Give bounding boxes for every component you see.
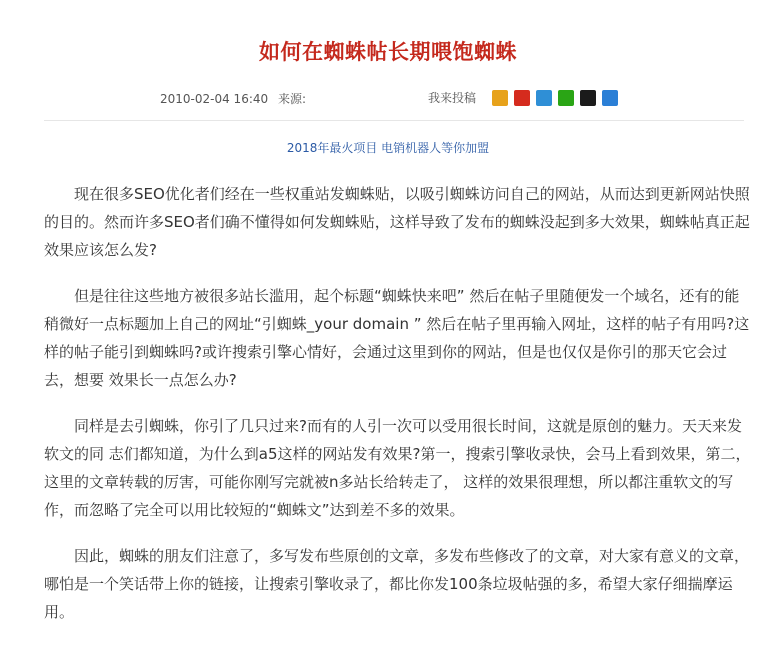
article-meta	[160, 90, 312, 107]
wechat-icon[interactable]	[558, 90, 574, 106]
qzone-icon[interactable]	[492, 90, 508, 106]
share-icons	[486, 90, 618, 106]
source-label: 来源:	[277, 92, 307, 106]
publish-date: 2010-02-04 16:40	[160, 92, 269, 106]
weibo-icon[interactable]	[514, 90, 530, 106]
qq-icon[interactable]	[580, 90, 596, 106]
more-share-icon[interactable]	[602, 90, 618, 106]
paragraph: 同样是去引蜘蛛，你引了几只过来?而有的人引一次可以受用很长时间，这就是原创的魅力。天天来发软文的同 志们都知道，为什么到a5这样的网站发有效果?第一，搜索引擎收录快，会马上看到效果，第二，这里的文章转载的厉害，可能你刚写完就被n多站长给转走了， 这样的效果很理想，所以都注重软文的写作，而忽略了完全可以用比较短的“蜘蛛文”达到差不多的效果。	[44, 417, 751, 519]
paragraph: 现在很多SEO优化者们经在一些权重站发蜘蛛贴，以吸引蜘蛛访问自己的网站，从而达到更新网站快照的目的。然而许多SEO者们确不懂得如何发蜘蛛贴，这样导致了发布的蜘蛛没起到多大效果，蜘蛛帖真正起效果应该怎么发?	[44, 185, 750, 259]
pengyou-icon[interactable]	[536, 90, 552, 106]
article-title: 如何在蜘蛛帖长期喂饱蜘蛛	[259, 40, 517, 64]
paragraph: 因此，蜘蛛的朋友们注意了，多写发布些原创的文章，多发布些修改了的文章，对大家有意义的文章，哪怕是一个笑话带上你的链接，让搜索引擎收录了，都比你发100条垃圾帖强的多，希望大家仔细揣摩运用。	[44, 547, 750, 621]
submit-article-link[interactable]: 我来投稿	[428, 91, 477, 105]
ad-link[interactable]: 2018年最火项目 电销机器人等你加盟	[286, 141, 490, 155]
share-bar	[428, 89, 618, 106]
paragraph: 但是往往这些地方被很多站长滥用，起个标题“蜘蛛快来吧” 然后在帖子里随便发一个域名，还有的能稍微好一点标题加上自己的网址“引蜘蛛_your domain ” 然后在帖子里再输入网址，这样的帖子有用吗?这样的帖子能引到蜘蛛吗?或许搜索引擎心情好，会通过这里到你的网站，但是也仅仅是你引的那天它会过去，想要 效果长一点怎么办?	[44, 287, 750, 389]
article-body	[44, 180, 752, 644]
divider	[44, 120, 744, 121]
